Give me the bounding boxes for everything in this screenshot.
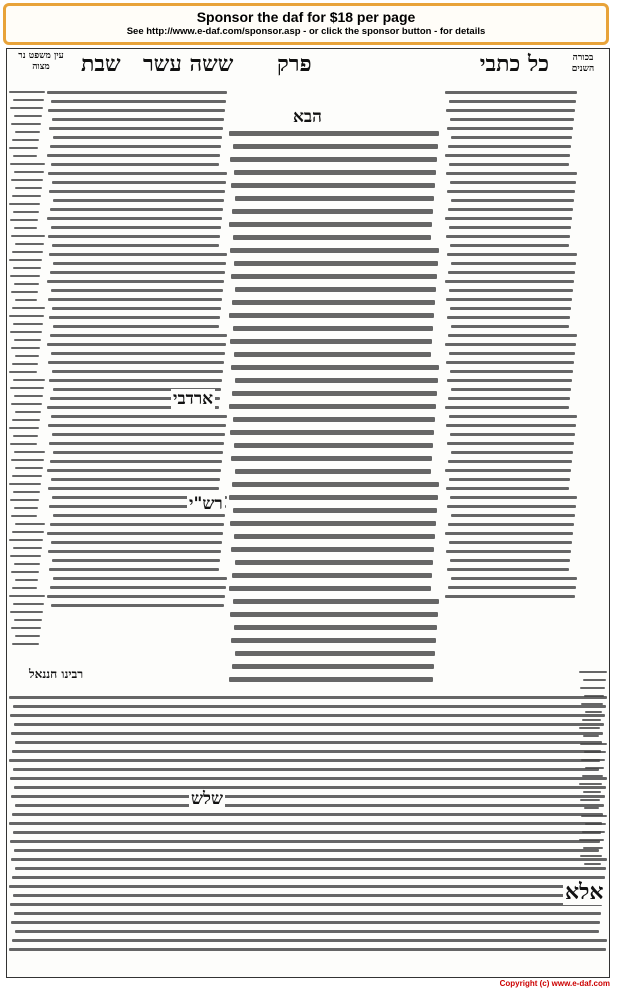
text-line (10, 443, 37, 445)
text-line (51, 163, 219, 166)
text-line (49, 568, 219, 571)
text-line (10, 611, 43, 613)
text-line (9, 885, 604, 888)
text-line (232, 300, 435, 305)
text-line (48, 424, 226, 427)
text-line (451, 325, 569, 328)
text-line (235, 287, 436, 292)
text-line (448, 208, 573, 211)
text-line (233, 326, 433, 331)
text-line (235, 378, 438, 383)
commentary-keyword-shlosha: שלש (191, 789, 224, 809)
text-line (232, 664, 434, 669)
rashi-column (445, 89, 577, 599)
text-line (15, 467, 43, 469)
text-line (445, 343, 576, 346)
text-line (52, 244, 219, 247)
text-line (52, 118, 224, 121)
text-line (15, 579, 38, 581)
text-line (10, 555, 41, 557)
tosafot-column (47, 89, 227, 609)
text-line (11, 347, 40, 349)
text-line (229, 677, 433, 682)
text-line (10, 903, 602, 906)
text-line (449, 100, 576, 103)
text-line (11, 795, 605, 798)
text-line (15, 299, 37, 301)
text-line (47, 532, 223, 535)
text-line (446, 298, 572, 301)
text-line (231, 547, 434, 552)
text-line (9, 203, 40, 205)
text-line (11, 858, 607, 861)
text-line (47, 154, 220, 157)
text-line (446, 172, 577, 175)
text-line (53, 136, 222, 139)
text-line (14, 507, 38, 509)
text-line (15, 804, 604, 807)
text-line (51, 604, 224, 607)
rabeinu-chananel-heading: רבינו חננאל (29, 667, 84, 681)
text-line (9, 948, 606, 951)
text-line (445, 469, 571, 472)
text-line (49, 253, 227, 256)
text-line (13, 768, 599, 771)
header-chapter-name: כל כתבי (479, 51, 549, 77)
text-line (447, 316, 570, 319)
text-line (13, 435, 38, 437)
text-line (229, 404, 436, 409)
text-line (51, 541, 222, 544)
text-line (14, 619, 42, 621)
text-line (14, 339, 41, 341)
text-line (233, 508, 437, 513)
text-line (579, 671, 607, 673)
text-line (12, 813, 603, 816)
text-line (11, 291, 38, 293)
text-line (447, 568, 569, 571)
text-line (450, 181, 576, 184)
text-line (9, 539, 43, 541)
text-line (445, 595, 575, 598)
gemara-text-column (229, 129, 439, 689)
text-line (51, 478, 220, 481)
text-line (15, 635, 40, 637)
text-line (12, 939, 607, 942)
text-line (50, 334, 227, 337)
text-line (50, 145, 221, 148)
text-line (450, 118, 574, 121)
text-line (52, 370, 223, 373)
text-line (12, 195, 41, 197)
text-line (232, 482, 439, 487)
text-line (446, 109, 575, 112)
header-left-small: עין משפט נר מצוה (18, 51, 64, 72)
text-line (448, 586, 576, 589)
text-line (232, 209, 433, 214)
text-line (12, 251, 43, 253)
text-line (52, 433, 225, 436)
text-line (49, 442, 224, 445)
text-line (445, 406, 569, 409)
text-line (14, 171, 44, 173)
text-line (53, 451, 223, 454)
text-line (10, 499, 39, 501)
text-line (451, 136, 572, 139)
text-line (229, 495, 438, 500)
text-line (49, 316, 220, 319)
tosafot-keyword-rashi: רש"י (189, 494, 223, 514)
text-line (15, 741, 602, 744)
text-line (11, 571, 39, 573)
text-line (13, 99, 44, 101)
text-line (14, 563, 40, 565)
text-line (13, 211, 39, 213)
text-line (10, 840, 600, 843)
text-line (230, 430, 434, 435)
text-line (13, 705, 606, 708)
text-line (14, 723, 604, 726)
text-line (9, 259, 42, 261)
text-line (12, 531, 44, 533)
text-line (13, 323, 43, 325)
text-line (234, 261, 438, 266)
text-line (230, 612, 438, 617)
text-line (14, 395, 43, 397)
header-chapter-number: ששה עשר (143, 51, 234, 77)
text-line (51, 415, 227, 418)
text-line (12, 876, 605, 879)
text-line (229, 222, 432, 227)
text-line (53, 577, 227, 580)
text-line (232, 573, 432, 578)
text-line (51, 226, 221, 229)
text-line (450, 370, 573, 373)
text-line (13, 603, 44, 605)
text-line (50, 586, 226, 589)
text-line (47, 280, 224, 283)
text-line (13, 267, 41, 269)
text-line (235, 560, 433, 565)
text-line (9, 147, 38, 149)
gemara-keyword-haba: הבא (293, 107, 322, 127)
talmud-page (6, 48, 610, 978)
text-line (446, 361, 574, 364)
text-line (449, 478, 570, 481)
text-line (48, 172, 227, 175)
text-line (15, 867, 606, 870)
text-line (447, 190, 575, 193)
text-line (450, 307, 571, 310)
text-line (448, 523, 574, 526)
text-line (9, 427, 39, 429)
text-line (12, 587, 37, 589)
text-line (13, 491, 40, 493)
text-line (229, 313, 434, 318)
text-line (51, 352, 225, 355)
text-line (230, 339, 432, 344)
text-line (14, 451, 45, 453)
text-line (11, 403, 42, 405)
gemara-keyword-ala: אלא (565, 879, 604, 905)
text-line (447, 127, 573, 130)
text-line (14, 115, 42, 117)
text-line (12, 750, 601, 753)
text-line (580, 687, 605, 689)
text-line (451, 514, 575, 517)
text-line (449, 415, 577, 418)
text-line (10, 714, 605, 717)
text-line (10, 275, 40, 277)
header-tractate: שבת (81, 51, 121, 77)
text-line (230, 248, 439, 253)
text-line (9, 696, 607, 699)
text-line (47, 217, 222, 220)
text-line (231, 456, 432, 461)
text-line (447, 253, 577, 256)
text-line (450, 496, 577, 499)
text-line (235, 469, 431, 474)
text-line (48, 361, 224, 364)
text-line (446, 550, 571, 553)
text-line (14, 849, 599, 852)
text-line (451, 199, 574, 202)
text-line (50, 523, 224, 526)
tosafot-keyword-ardavei: ארדבי (173, 389, 214, 409)
text-line (51, 100, 226, 103)
text-line (11, 179, 43, 181)
text-line (234, 352, 431, 357)
text-line (446, 424, 576, 427)
sponsor-title[interactable]: Sponsor the daf for $18 per page (196, 9, 416, 25)
text-line (451, 577, 577, 580)
text-line (448, 145, 571, 148)
header-right-small: בכורה השנים (571, 53, 595, 74)
text-line (233, 144, 438, 149)
text-line (450, 433, 575, 436)
text-line (230, 521, 436, 526)
text-line (10, 777, 607, 780)
text-line (48, 235, 220, 238)
copyright-notice[interactable]: Copyright (c) www.e-daf.com (499, 979, 610, 988)
text-line (14, 912, 601, 915)
text-line (53, 514, 225, 517)
text-line (11, 732, 603, 735)
text-line (10, 219, 38, 221)
text-line (12, 475, 42, 477)
text-line (451, 262, 576, 265)
text-line (13, 831, 601, 834)
text-line (50, 208, 223, 211)
text-line (449, 163, 569, 166)
text-line (13, 379, 45, 381)
text-line (47, 595, 225, 598)
text-line (446, 487, 569, 490)
text-line (234, 170, 436, 175)
text-line (9, 483, 41, 485)
text-line (53, 199, 224, 202)
page-header (7, 49, 609, 83)
text-line (15, 243, 44, 245)
text-line (11, 459, 44, 461)
text-line (12, 363, 38, 365)
text-line (47, 343, 226, 346)
text-line (234, 534, 435, 539)
text-line (9, 91, 45, 93)
text-line (9, 595, 45, 597)
text-line (10, 107, 43, 109)
text-line (52, 181, 226, 184)
text-line (11, 627, 41, 629)
text-line (583, 679, 606, 681)
text-line (48, 109, 225, 112)
text-line (449, 289, 573, 292)
text-line (449, 352, 575, 355)
text-line (12, 419, 40, 421)
text-line (15, 355, 39, 357)
text-line (445, 532, 573, 535)
text-line (11, 235, 45, 237)
text-line (229, 586, 431, 591)
text-line (447, 505, 576, 508)
text-line (49, 190, 225, 193)
text-line (11, 515, 37, 517)
text-line (10, 331, 42, 333)
text-line (232, 391, 437, 396)
text-line (9, 315, 44, 317)
text-line (49, 127, 223, 130)
text-line (231, 183, 435, 188)
text-line (9, 371, 37, 373)
text-line (229, 131, 439, 136)
sponsor-subtitle[interactable]: See http://www.e-daf.com/sponsor.asp - or click the sponsor button - for details (126, 26, 486, 37)
text-line (450, 244, 569, 247)
text-line (9, 759, 600, 762)
text-line (10, 163, 45, 165)
text-line (233, 235, 431, 240)
text-line (448, 334, 577, 337)
text-line (10, 387, 44, 389)
text-line (51, 289, 223, 292)
text-line (13, 894, 603, 897)
text-line (50, 271, 225, 274)
text-line (53, 262, 226, 265)
text-line (47, 91, 227, 94)
ein-mishpat-column (9, 89, 45, 649)
text-line (445, 91, 577, 94)
text-line (12, 643, 39, 645)
commentary-bottom-block (9, 694, 607, 954)
text-line (230, 157, 437, 162)
text-line (445, 280, 574, 283)
text-line (15, 523, 45, 525)
text-line (9, 822, 602, 825)
text-line (15, 131, 40, 133)
text-line (235, 651, 435, 656)
text-line (12, 307, 45, 309)
text-line (48, 298, 222, 301)
text-line (233, 417, 435, 422)
text-line (448, 397, 570, 400)
text-line (446, 235, 570, 238)
text-line (450, 559, 570, 562)
text-line (235, 196, 434, 201)
text-line (47, 469, 221, 472)
text-line (50, 460, 222, 463)
sponsor-banner[interactable] (3, 3, 609, 45)
text-line (14, 786, 606, 789)
text-line (14, 227, 37, 229)
text-line (13, 155, 37, 157)
text-line (231, 365, 439, 370)
text-line (234, 625, 437, 630)
text-line (13, 547, 42, 549)
text-line (448, 460, 572, 463)
text-line (52, 559, 220, 562)
text-line (49, 379, 222, 382)
text-line (53, 325, 219, 328)
text-line (231, 274, 437, 279)
text-line (12, 139, 39, 141)
text-line (234, 443, 433, 448)
text-line (448, 271, 575, 274)
text-line (48, 487, 219, 490)
text-line (447, 442, 574, 445)
text-line (48, 550, 221, 553)
text-line (451, 451, 573, 454)
header-chapter-label: פרק (277, 51, 312, 77)
text-line (445, 154, 570, 157)
text-line (15, 411, 41, 413)
text-line (451, 388, 571, 391)
text-line (11, 123, 41, 125)
text-line (231, 638, 436, 643)
text-line (445, 217, 572, 220)
text-line (233, 599, 439, 604)
text-line (449, 226, 571, 229)
text-line (11, 921, 600, 924)
text-line (15, 930, 599, 933)
text-line (447, 379, 572, 382)
text-line (15, 187, 42, 189)
text-line (14, 283, 39, 285)
text-line (52, 307, 221, 310)
text-line (449, 541, 572, 544)
